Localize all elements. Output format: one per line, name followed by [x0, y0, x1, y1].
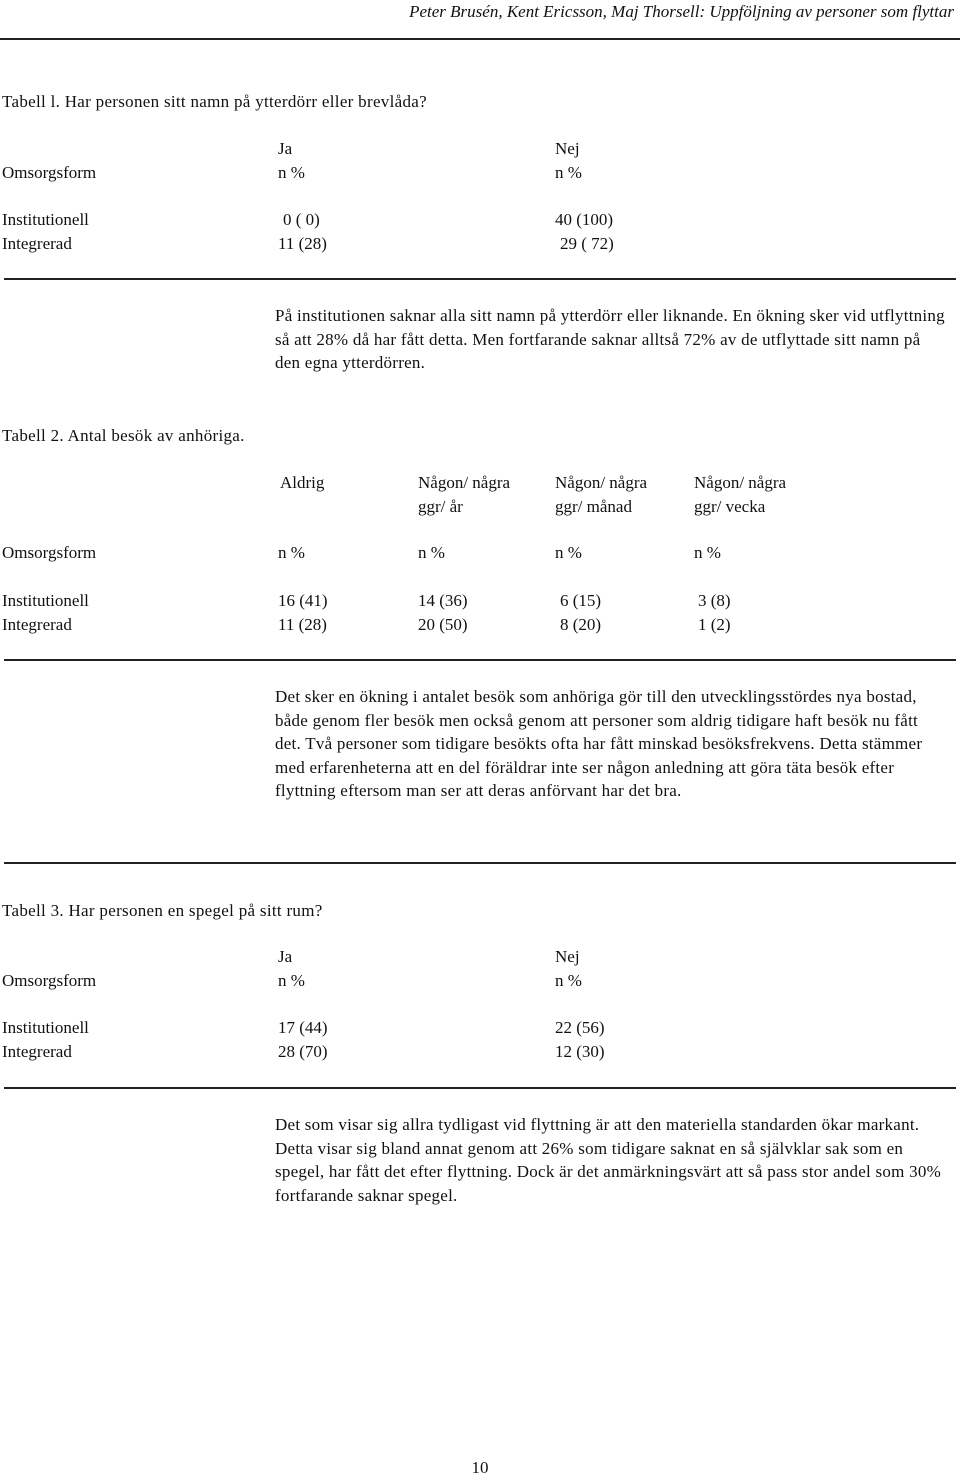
table2-col-ar-sub: ggr/ år [418, 497, 463, 516]
table1-row-header: Omsorgsform [2, 163, 97, 182]
table1-cell: 29 ( 72) [560, 234, 614, 253]
table2-unit: n % [555, 543, 582, 562]
table2-col-manad: Någon/ några [555, 473, 648, 492]
table2-cell: 11 (28) [278, 615, 327, 634]
table3-cell: 22 (56) [555, 1018, 605, 1037]
table3-cell: 12 (30) [555, 1042, 605, 1061]
table2-cell: 6 (15) [560, 591, 602, 610]
table1-row-label: Institutionell [2, 210, 89, 229]
running-header: Peter Brusén, Kent Ericsson, Maj Thorsell: Uppföljning av personer som flyttar [409, 2, 954, 21]
table1-col-ja: Ja [278, 139, 293, 158]
table1-unit-nej: n % [555, 163, 582, 182]
table1-bottom-rule [4, 278, 956, 280]
table2-unit: n % [418, 543, 445, 562]
table1-cell: 40 (100) [555, 210, 614, 229]
paragraph-3: Det som visar sig allra tydligast vid flyttning är att den materiella standarden ökar markant. Detta visar sig bland annat genom att 26% som tidigare saknat en så självklar sak som en spegel, har fått det efter flyttning. Dock är det anmärkningsvärt att så pass stor andel som 30% fortfarande saknar spegel. [275, 1115, 942, 1205]
table2-cell: 8 (20) [560, 615, 602, 634]
table2-col-manad-sub: ggr/ månad [555, 497, 632, 516]
table3-col-ja: Ja [278, 947, 293, 966]
table2-cell: 20 (50) [418, 615, 468, 634]
table2-cell: 3 (8) [698, 591, 731, 610]
table3-caption: Tabell 3. Har personen en spegel på sitt rum? [2, 901, 323, 920]
table3-row-label: Institutionell [2, 1018, 89, 1037]
table1-cell: 11 (28) [278, 234, 327, 253]
table3-row-header: Omsorgsform [2, 971, 97, 990]
paragraph-2: Det sker en ökning i antalet besök som anhöriga gör till den utvecklingsstördes nya bostad, både genom fler besök men också genom att personer som aldrig tidigare haft besök nu fått det. Två personer som tidigare besökts ofta har fått minskad besöksfrekvens. Detta stämmer med erfarenheterna att en del föräldrar inte ser någon anledning att göra täta besök efter flyttning eftersom man ser att deras anförvant har det bra. [275, 687, 923, 800]
table1-row-label: Integrerad [2, 234, 72, 253]
table2-col-vecka-sub: ggr/ vecka [694, 497, 766, 516]
table2-unit: n % [694, 543, 721, 562]
table3-cell: 28 (70) [278, 1042, 328, 1061]
table3-col-nej: Nej [555, 947, 580, 966]
table1-col-nej: Nej [555, 139, 580, 158]
section-rule [4, 862, 956, 864]
table1-cell: 0 ( 0) [283, 210, 320, 229]
table2-unit: n % [278, 543, 305, 562]
table2-col-ar: Någon/ några [418, 473, 511, 492]
table3-cell: 17 (44) [278, 1018, 328, 1037]
table2-row-label: Integrerad [2, 615, 72, 634]
table2-col-aldrig: Aldrig [280, 473, 325, 492]
table2-caption: Tabell 2. Antal besök av anhöriga. [2, 426, 245, 445]
paragraph-1: På institutionen saknar alla sitt namn på ytterdörr eller liknande. En ökning sker vid utflyttning så att 28% då har fått detta. Men fortfarande saknar alltså 72% av de utflyttade sitt namn på den egna ytterdörren. [275, 306, 945, 372]
table1-unit-ja: n % [278, 163, 305, 182]
header-rule [0, 38, 960, 40]
table3-row-label: Integrerad [2, 1042, 72, 1061]
table2-row-header: Omsorgsform [2, 543, 97, 562]
table3-unit-nej: n % [555, 971, 582, 990]
table3-unit-ja: n % [278, 971, 305, 990]
page-number: 10 [471, 1458, 489, 1477]
table2-bottom-rule [4, 659, 956, 661]
table3-bottom-rule [4, 1087, 956, 1089]
table1-caption: Tabell l. Har personen sitt namn på ytterdörr eller brevlåda? [2, 92, 427, 111]
table2-row-label: Institutionell [2, 591, 89, 610]
table2-cell: 1 (2) [698, 615, 731, 634]
table2-cell: 14 (36) [418, 591, 468, 610]
table2-cell: 16 (41) [278, 591, 328, 610]
table2-col-vecka: Någon/ några [694, 473, 787, 492]
